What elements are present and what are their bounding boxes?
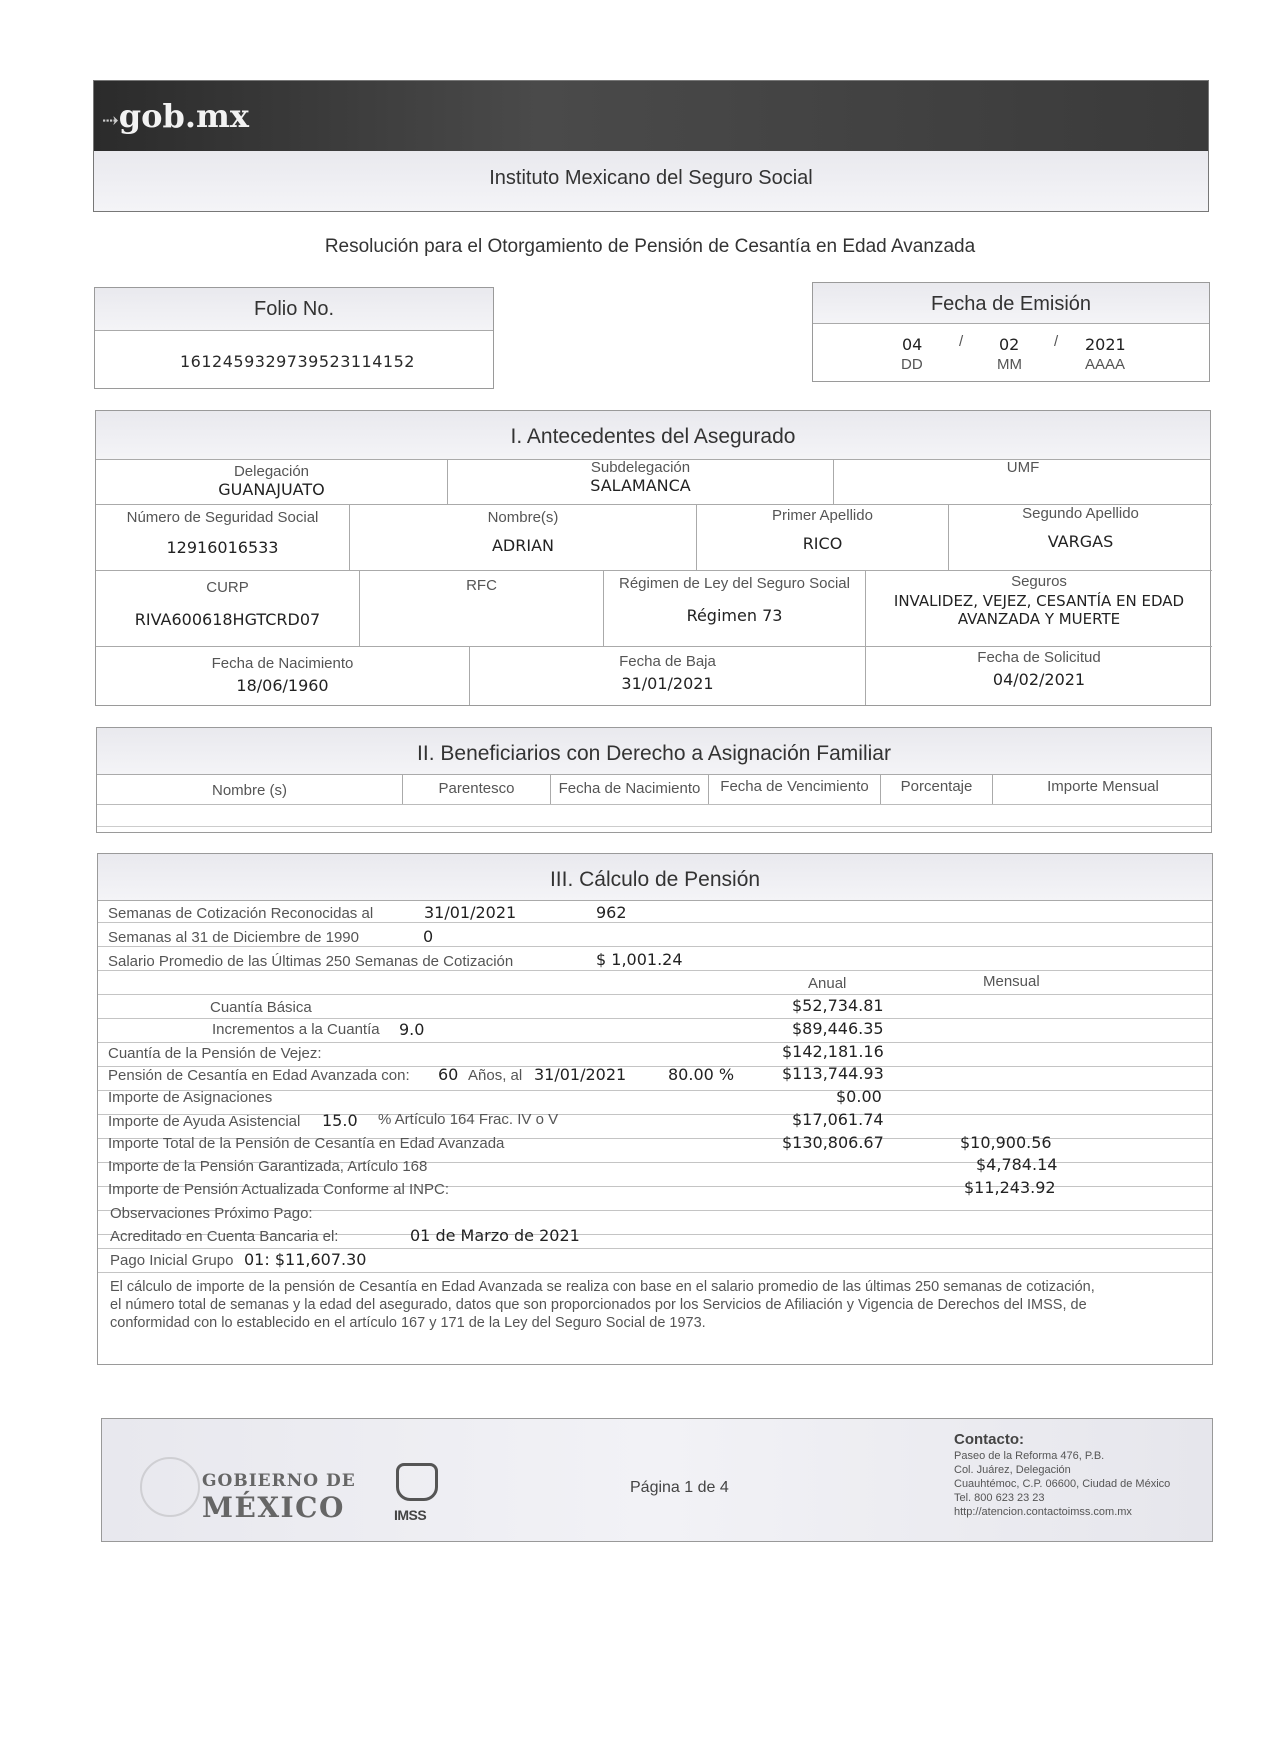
cell-delegacion: Delegación GUANAJUATO (96, 459, 448, 505)
brand-logo: ⇢gob.mx (102, 97, 249, 135)
col-porcentaje: Porcentaje (881, 774, 993, 804)
actualizada-label: Importe de Pensión Actualizada Conforme al INPC: (108, 1181, 450, 1198)
anual-label: Anual (808, 975, 847, 992)
fecha-aaaa-label: AAAA (1085, 356, 1126, 373)
cell-umf: UMF (834, 459, 1212, 505)
section-3-title: III. Cálculo de Pensión (549, 868, 761, 891)
ayuda-pct: 15.0 (322, 1111, 358, 1130)
curp-value: RIVA600618HGTCRD07 (134, 610, 321, 629)
cesantia-anos-label: Años, al (468, 1067, 523, 1084)
nombre-value: ADRIAN (491, 536, 554, 555)
total-mensual-value: $10,900.56 (960, 1133, 1052, 1152)
incrementos-pct: 9.0 (399, 1020, 425, 1039)
asignaciones-value: $0.00 (836, 1087, 882, 1106)
incrementos-label: Incrementos a la Cuantía (212, 1021, 380, 1038)
page-number: Página 1 de 4 (630, 1479, 729, 1496)
cesantia-edad: 60 (438, 1065, 459, 1084)
semanas-label: Semanas de Cotización Reconocidas al (108, 905, 374, 922)
ayuda-label: Importe de Ayuda Asistencial (108, 1113, 301, 1130)
subdelegacion-value: SALAMANCA (590, 476, 691, 495)
actualizada-value: $11,243.92 (964, 1178, 1056, 1197)
folio-value: 1612459329739523114152 (180, 352, 415, 371)
beneficiarios-header (97, 774, 1211, 805)
garantizada-label: Importe de la Pensión Garantizada, Artículo 168 (108, 1158, 428, 1175)
ayuda-value: $17,061.74 (792, 1110, 884, 1129)
contacto-title: Contacto: (954, 1431, 1024, 1448)
folio-label: Folio No. (253, 298, 335, 320)
fecha-emision-label: Fecha de Emisión (930, 293, 1092, 315)
ayuda-articulo: % Artículo 164 Frac. IV o V (378, 1111, 559, 1128)
cell-primer-apellido: Primer Apellido RICO (697, 505, 949, 571)
segundo-apellido-value: VARGAS (1047, 532, 1114, 551)
fecha-sep-2: / (1054, 333, 1059, 350)
regimen-value: Régimen 73 (686, 606, 783, 625)
semanas1990-label: Semanas al 31 de Diciembre de 1990 (108, 929, 359, 946)
asignaciones-label: Importe de Asignaciones (108, 1089, 273, 1106)
beneficiarios-empty-row (97, 804, 1211, 827)
salario-value: $ 1,001.24 (596, 950, 683, 969)
acreditado-value: 01 de Marzo de 2021 (410, 1226, 580, 1245)
garantizada-value: $4,784.14 (976, 1155, 1058, 1174)
delegacion-value: GUANAJUATO (218, 480, 325, 499)
document-title: Resolución para el Otorgamiento de Pensión de Cesantía en Edad Avanzada (324, 236, 976, 257)
col-fecha-vencimiento: Fecha de Vencimiento (709, 774, 881, 804)
cesantia-pct: 80.00 % (668, 1065, 735, 1084)
cell-rfc: RFC (360, 571, 604, 647)
cell-solicitud: Fecha de Solicitud 04/02/2021 (866, 647, 1212, 705)
cell-nacimiento: Fecha de Nacimiento 18/06/1960 (96, 647, 470, 705)
fecha-sep-1: / (959, 333, 964, 350)
cell-segundo-apellido: Segundo Apellido VARGAS (949, 505, 1212, 571)
col-fecha-nacimiento: Fecha de Nacimiento (551, 774, 709, 804)
contacto-block: Contacto: Paseo de la Reforma 476, P.B. Col. Juárez, Delegación Cuauhtémoc, C.P. 06600, Ciudad de México Tel. 800 623 23 23 http://atencion.contactoimss.com.mx (954, 1431, 1204, 1519)
seguros-value-1: INVALIDEZ, VEJEZ, CESANTÍA EN EDAD (893, 592, 1185, 610)
nacimiento-value: 18/06/1960 (236, 676, 329, 695)
section-calculo (97, 853, 1213, 1365)
cesantia-fecha: 31/01/2021 (534, 1065, 627, 1084)
section-2-title: II. Beneficiarios con Derecho a Asignación Familiar (417, 742, 891, 765)
fecha-mm: 02 (999, 335, 1020, 354)
col-parentesco: Parentesco (403, 774, 551, 804)
nss-value: 12916016533 (166, 538, 279, 557)
fecha-dd: 04 (902, 335, 923, 354)
semanas-fecha: 31/01/2021 (424, 903, 517, 922)
vejez-label: Cuantía de la Pensión de Vejez: (108, 1045, 322, 1062)
section-beneficiarios (96, 727, 1212, 833)
section-1-title: I. Antecedentes del Asegurado (510, 425, 796, 448)
imss-label: IMSS (394, 1507, 427, 1523)
vejez-value: $142,181.16 (782, 1042, 884, 1061)
institute-name: Instituto Mexicano del Seguro Social (489, 167, 813, 189)
semanas-value: 962 (596, 903, 627, 922)
cuantia-basica-label: Cuantía Básica (210, 999, 312, 1016)
cell-subdelegacion: Subdelegación SALAMANCA (448, 459, 834, 505)
acreditado-label: Acreditado en Cuenta Bancaria el: (110, 1228, 339, 1245)
solicitud-value: 04/02/2021 (992, 670, 1086, 689)
observaciones-label: Observaciones Próximo Pago: (110, 1205, 313, 1222)
cell-curp: CURP RIVA600618HGTCRD07 (96, 571, 360, 647)
semanas1990-value: 0 (423, 927, 434, 946)
fecha-aaaa: 2021 (1085, 335, 1126, 354)
col-nombre: Nombre (s) (97, 774, 403, 804)
header-bar (93, 80, 1209, 212)
cesantia-label: Pensión de Cesantía en Edad Avanzada con: (108, 1067, 410, 1084)
footer (101, 1418, 1213, 1542)
arrow-icon: ⇢ (102, 108, 119, 132)
salario-label: Salario Promedio de las Últimas 250 Semanas de Cotización (108, 953, 514, 970)
section-antecedentes (95, 410, 1211, 706)
baja-value: 31/01/2021 (621, 674, 714, 693)
total-anual-value: $130,806.67 (782, 1133, 884, 1152)
cell-nombre: Nombre(s) ADRIAN (350, 505, 697, 571)
total-label: Importe Total de la Pensión de Cesantía en Edad Avanzada (108, 1135, 505, 1152)
cesantia-value: $113,744.93 (782, 1064, 884, 1083)
fecha-mm-label: MM (997, 356, 1022, 373)
pago-inicial-value: 01: $11,607.30 (244, 1250, 367, 1269)
pago-inicial-label: Pago Inicial Grupo (110, 1252, 234, 1269)
gobierno-label-2: MÉXICO (202, 1491, 345, 1524)
cell-baja: Fecha de Baja 31/01/2021 (470, 647, 866, 705)
mensual-label: Mensual (983, 973, 1040, 990)
primer-apellido-value: RICO (802, 534, 843, 553)
cell-nss: Número de Seguridad Social 12916016533 (96, 505, 350, 571)
cell-seguros: Seguros INVALIDEZ, VEJEZ, CESANTÍA EN EDAD AVANZADA Y MUERTE (866, 571, 1212, 647)
cell-regimen: Régimen de Ley del Seguro Social Régimen 73 (604, 571, 866, 647)
fecha-emision-box (812, 282, 1210, 382)
contacto-url[interactable]: http://atencion.contactoimss.com.mx (954, 1506, 1132, 1518)
fecha-dd-label: DD (901, 356, 923, 373)
imss-logo-icon (396, 1463, 438, 1501)
brand-strip (94, 81, 1208, 151)
seguros-value-2: AVANZADA Y MUERTE (957, 610, 1121, 628)
gobierno-label-1: GOBIERNO DE (202, 1471, 356, 1491)
incrementos-value: $89,446.35 (792, 1019, 884, 1038)
folio-box (94, 287, 494, 389)
cuantia-basica-value: $52,734.81 (792, 996, 884, 1015)
seal-icon (140, 1457, 200, 1517)
nota-calculo: El cálculo de importe de la pensión de Cesantía en Edad Avanzada se realiza con base en el salario promedio de las últimas 250 semanas de cotización, el número total de semanas y la edad del asegurado, datos que son proporcionados por los Servicios de Afiliación y Vigencia de Derechos del IMSS, de conformidad con lo establecido en el artículo 167 y 171 de la Ley del Seguro Social de 1973. (110, 1279, 1095, 1331)
col-importe-mensual: Importe Mensual (1047, 778, 1159, 795)
